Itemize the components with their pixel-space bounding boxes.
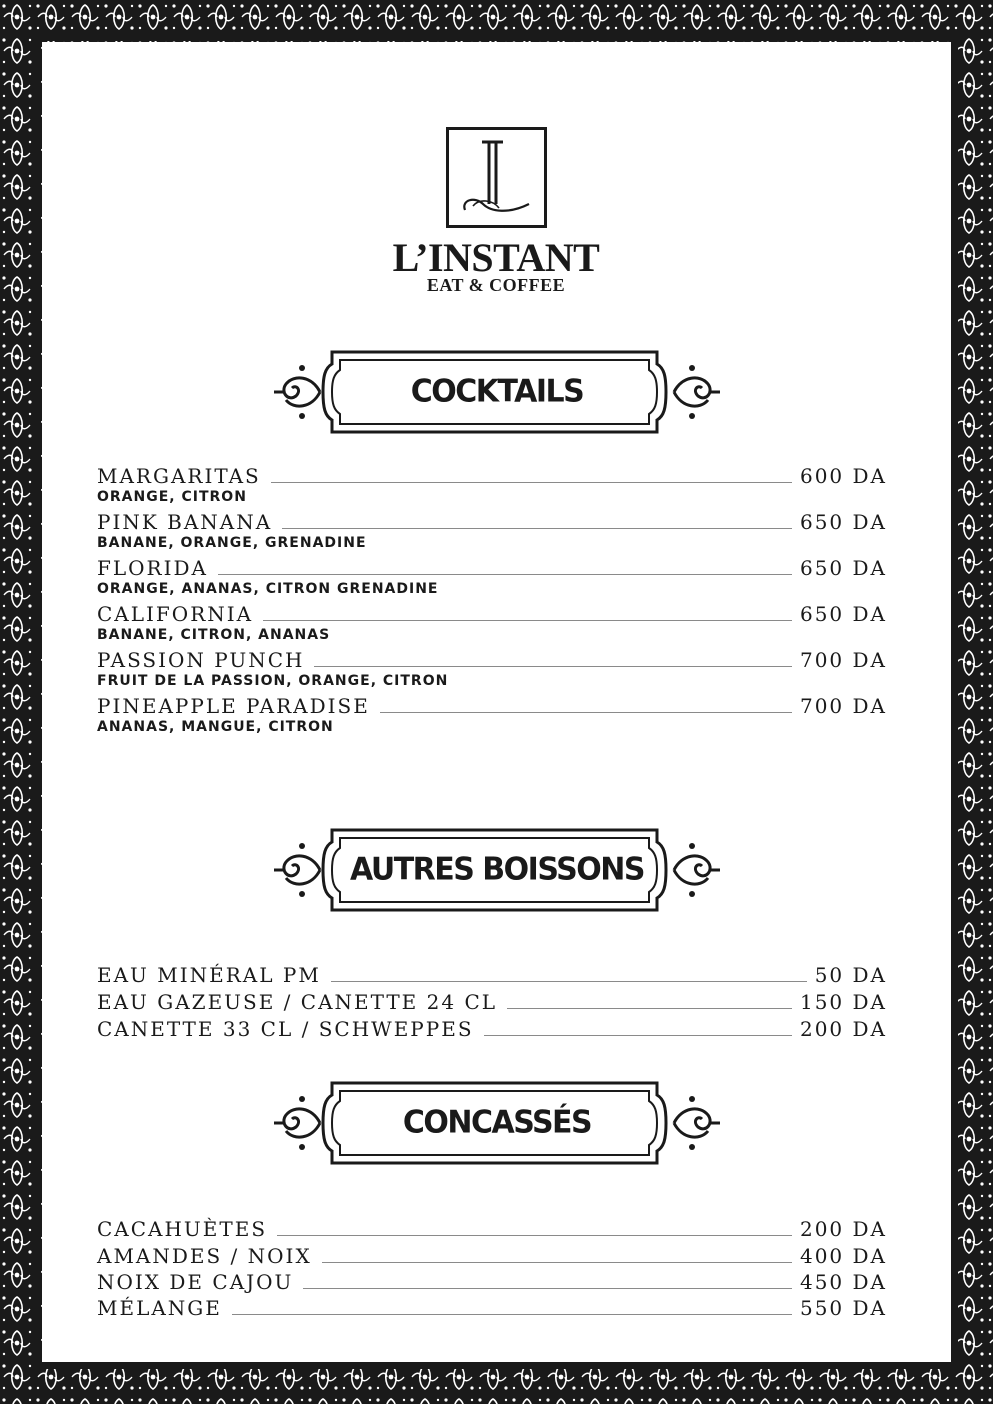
item-name: CACAHUÈTES xyxy=(97,1217,268,1241)
item-name: PASSION PUNCH xyxy=(97,648,305,672)
menu-item xyxy=(97,1215,887,1241)
dotted-leader xyxy=(314,666,792,667)
dotted-leader xyxy=(218,574,792,575)
item-price: 650 DA xyxy=(799,556,887,580)
item-name: PINK BANANA xyxy=(97,510,273,534)
item-name: PINEAPPLE PARADISE xyxy=(97,694,370,718)
menu-item xyxy=(97,1015,887,1041)
item-name: MARGARITAS xyxy=(97,464,261,488)
menu-item xyxy=(97,961,887,987)
section-title-cocktails: COCKTAILS xyxy=(410,373,584,410)
item-description: FRUIT DE LA PASSION, ORANGE, CITRON xyxy=(97,673,449,689)
item-description: BANANE, CITRON, ANANAS xyxy=(97,627,331,643)
item-description: ANANAS, MANGUE, CITRON xyxy=(97,719,334,735)
item-price: 650 DA xyxy=(799,602,887,626)
section-title-concasses: CONCASSÉS xyxy=(402,1104,592,1141)
section-title-autres-boissons: AUTRES BOISSONS xyxy=(350,851,644,888)
brand-tagline: EAT & COFFEE xyxy=(426,275,566,295)
item-price: 200 DA xyxy=(799,1017,887,1041)
item-description: ORANGE, CITRON xyxy=(97,489,247,505)
section-banner-cocktails xyxy=(272,346,722,438)
item-name: FLORIDA xyxy=(97,556,208,580)
dotted-leader xyxy=(303,1288,792,1289)
menu-item xyxy=(97,1242,887,1268)
item-price: 600 DA xyxy=(799,464,887,488)
item-name: EAU GAZEUSE / CANETTE 24 CL xyxy=(97,990,498,1014)
item-price: 700 DA xyxy=(799,694,887,718)
item-name: CALIFORNIA xyxy=(97,602,254,626)
menu-item xyxy=(97,692,887,718)
item-description: BANANE, ORANGE, GRENADINE xyxy=(97,535,367,551)
menu-item xyxy=(97,462,887,488)
item-price: 400 DA xyxy=(799,1244,887,1268)
menu-item xyxy=(97,1294,887,1320)
item-price: 550 DA xyxy=(799,1296,887,1320)
dotted-leader xyxy=(232,1314,792,1315)
menu-item xyxy=(97,988,887,1014)
item-name: MÉLANGE xyxy=(97,1296,222,1320)
section-banner-concasses xyxy=(272,1077,722,1169)
brand-name: L’INSTANT xyxy=(392,235,600,280)
item-name: AMANDES / NOIX xyxy=(97,1244,312,1268)
menu-item xyxy=(97,646,887,672)
dotted-leader xyxy=(271,482,792,483)
dotted-leader xyxy=(282,528,792,529)
dotted-leader xyxy=(507,1008,792,1009)
item-name: CANETTE 33 CL / SCHWEPPES xyxy=(97,1017,474,1041)
item-price: 650 DA xyxy=(799,510,887,534)
menu-item xyxy=(97,1268,887,1294)
dotted-leader xyxy=(322,1262,792,1263)
item-price: 50 DA xyxy=(814,963,887,987)
item-name: NOIX DE CAJOU xyxy=(97,1270,294,1294)
item-price: 700 DA xyxy=(799,648,887,672)
item-description: ORANGE, ANANAS, CITRON GRENADINE xyxy=(97,581,439,597)
dotted-leader xyxy=(331,981,807,982)
logo-mark xyxy=(446,127,547,228)
menu-item xyxy=(97,554,887,580)
item-price: 450 DA xyxy=(799,1270,887,1294)
dotted-leader xyxy=(277,1235,792,1236)
item-price: 150 DA xyxy=(799,990,887,1014)
section-banner-autres-boissons xyxy=(272,824,722,916)
menu-item xyxy=(97,600,887,626)
dotted-leader xyxy=(380,712,792,713)
menu-item xyxy=(97,508,887,534)
dotted-leader xyxy=(484,1035,792,1036)
item-name: EAU MINÉRAL PM xyxy=(97,963,321,987)
item-price: 200 DA xyxy=(799,1217,887,1241)
dotted-leader xyxy=(263,620,792,621)
